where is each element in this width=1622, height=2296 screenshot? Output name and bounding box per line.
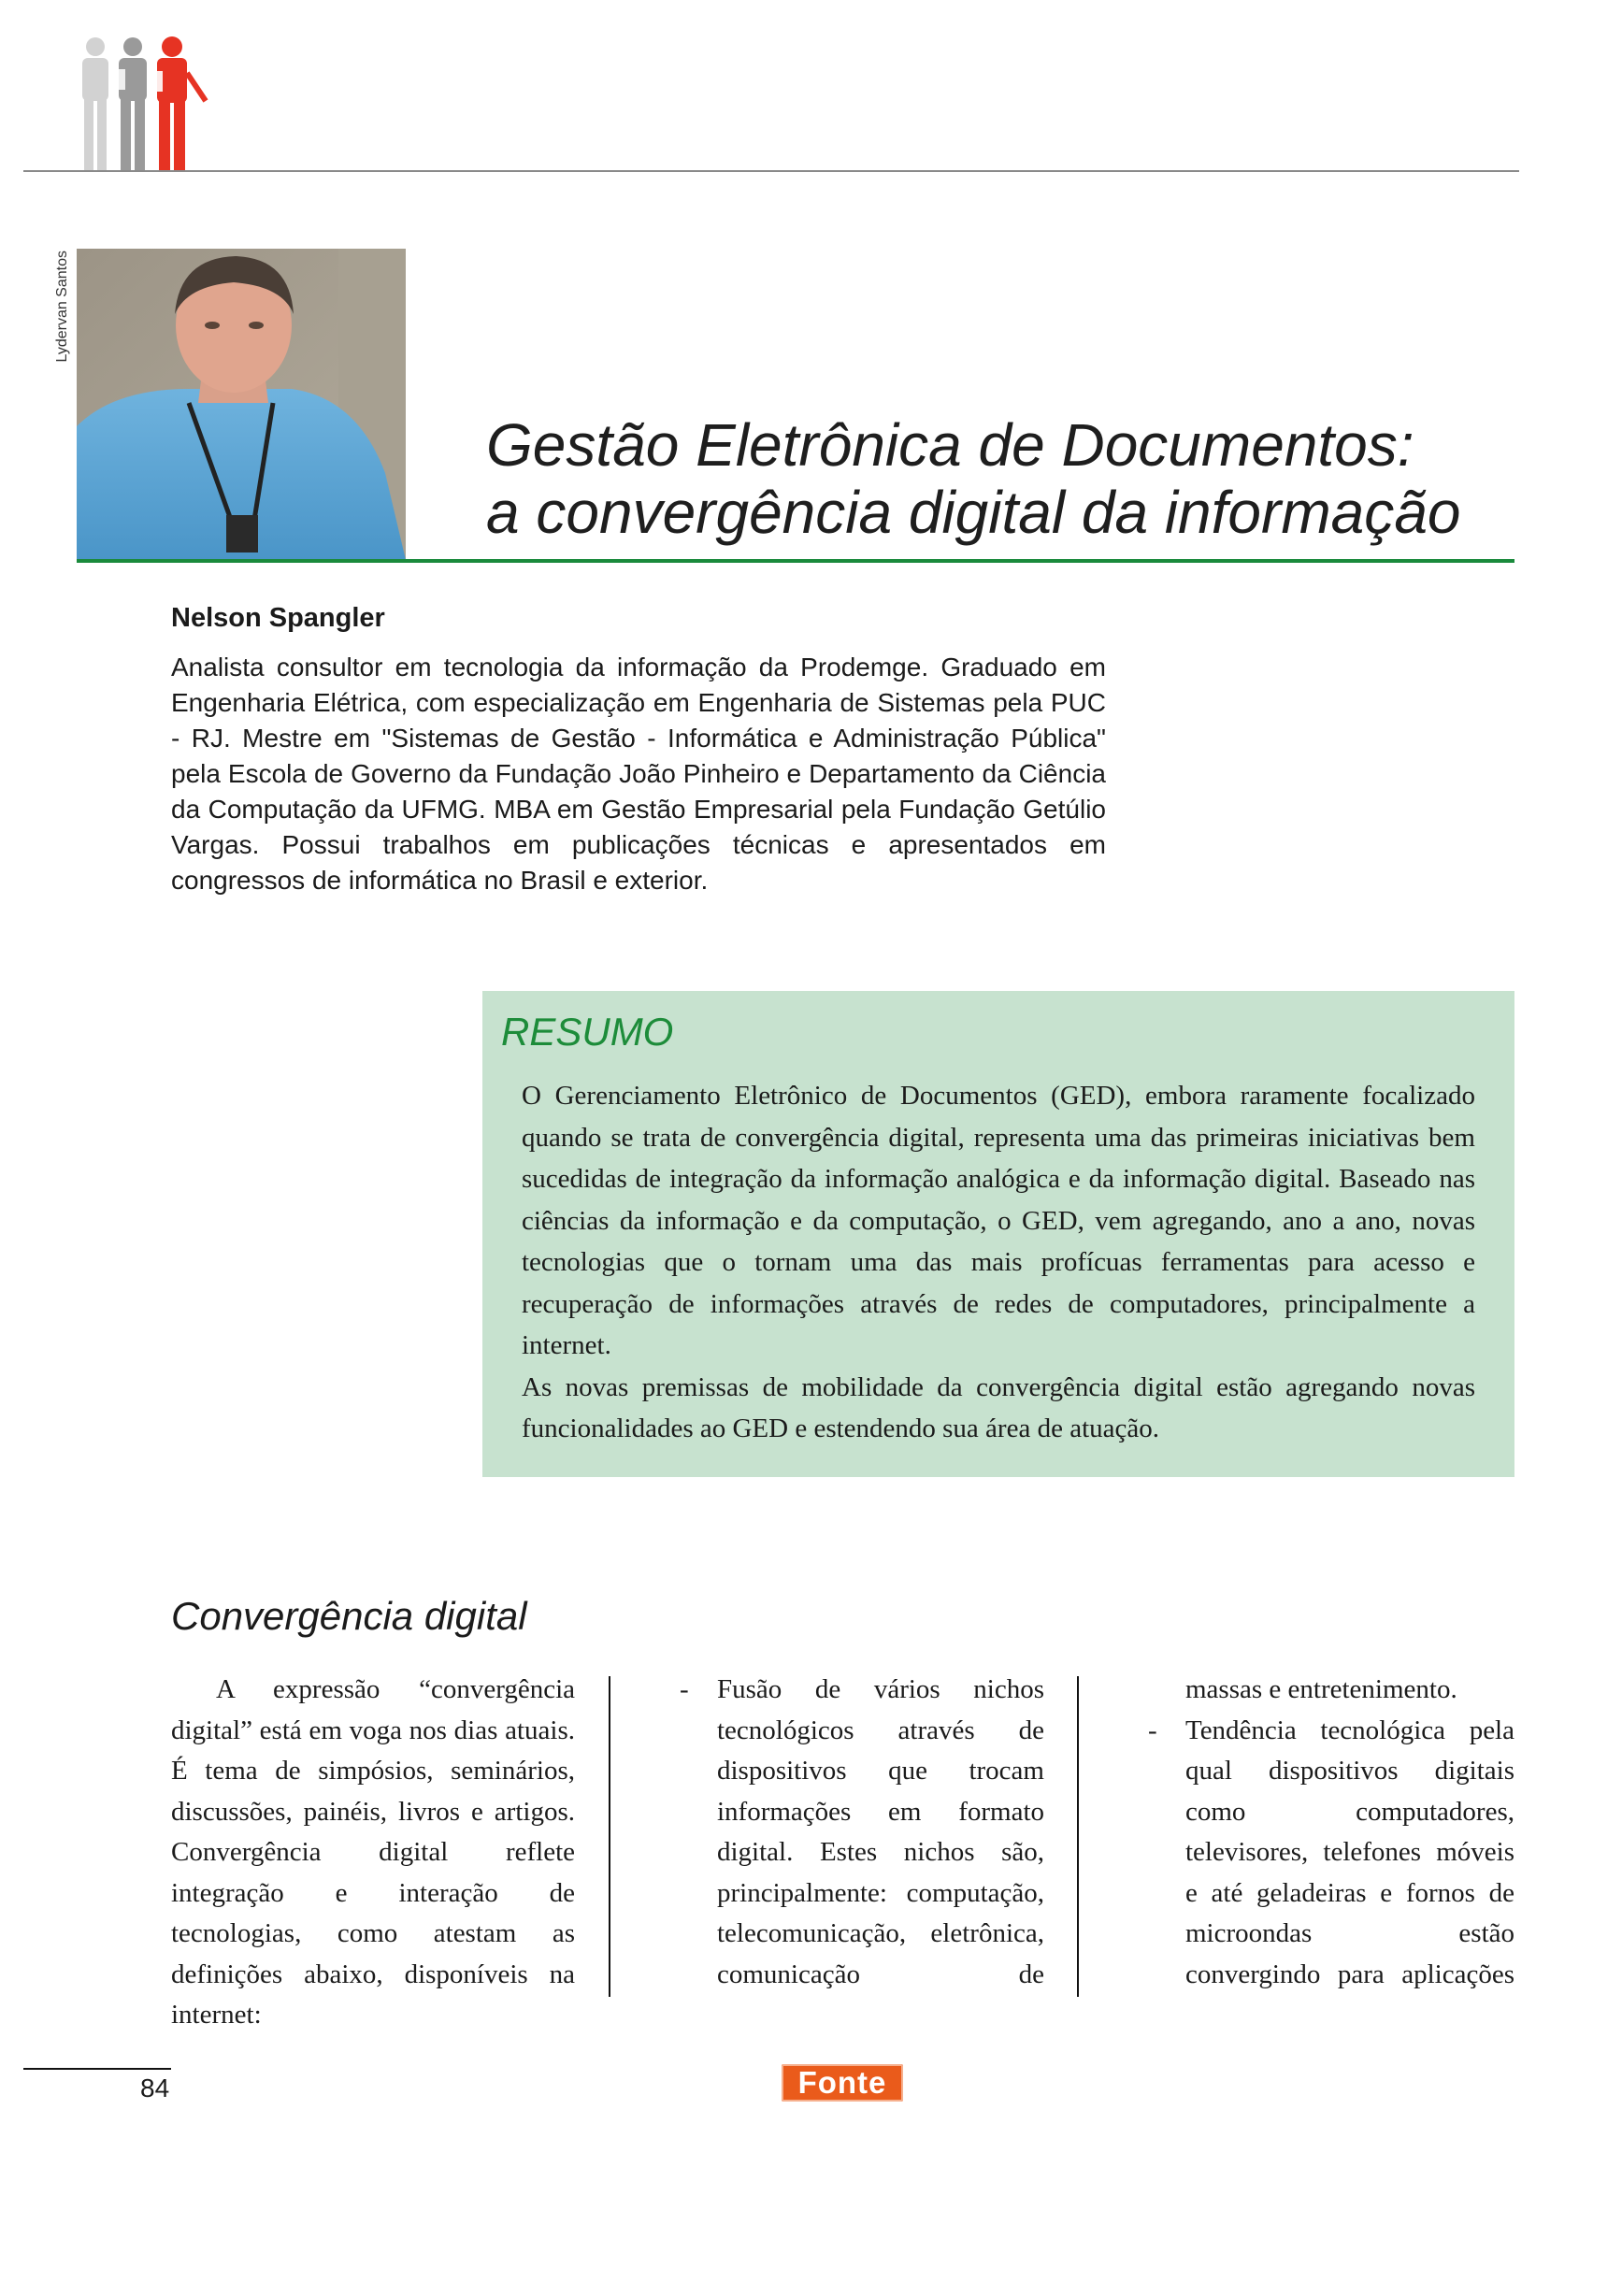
column-2	[680, 1670, 1044, 1995]
column-3	[1148, 1670, 1514, 1995]
page-number: 84	[140, 2074, 170, 2102]
fonte-logo-badge: Fonte	[782, 2064, 903, 2102]
list-item-text: Fusão de vários nichos tecnológicos através de dispositivos que trocam informações em formato digital. Estes nichos são, principalmente: computação, telecomunicação, eletrônica, comunicação de	[717, 1674, 1044, 1989]
header-rule	[23, 170, 1519, 172]
bullet-marker: -	[1148, 1715, 1157, 1745]
photo-credit: Lydervan Santos	[54, 251, 70, 363]
title-rule	[77, 559, 1514, 563]
footer-rule	[23, 2068, 171, 2070]
list-item-text: Tendência tecnológica pela qual dispositivos digitais como computadores, televisores, telefones móveis e até geladeiras e fornos de microondas estão convergindo para aplicações	[1185, 1715, 1514, 1989]
list-item-continuation: massas e entretenimento.	[1185, 1674, 1457, 1704]
article-title-line1: Gestão Eletrônica de Documentos:	[486, 411, 1414, 479]
list-item	[1148, 1711, 1514, 1996]
section-heading: Convergência digital	[171, 1594, 527, 1638]
author-portrait-photo	[77, 249, 406, 560]
resumo-paragraph: As novas premissas de mobilidade da convergência digital estão agregando novas funcionalidades ao GED e estendendo sua área de atuação.	[522, 1371, 1475, 1443]
people-group-icon	[75, 36, 215, 174]
resumo-paragraph: O Gerenciamento Eletrônico de Documentos (GED), embora raramente focalizado quando se trata de convergência digital, representa uma das primeiras iniciativas bem sucedidas de integração da informação analógica e da informação digital. Baseado nas ciências da informação e da computação, o GED, vem agregando, ano a ano, novas tecnologias que o tornam uma das mais profícuas ferramentas para acesso e recuperação de informações através de redes de computadores, principalmente a internet.	[522, 1081, 1475, 1360]
column-divider	[1077, 1676, 1079, 1997]
body-paragraph: A expressão “convergência digital” está em voga nos dias atuais. É tema de simpósios, seminários, discussões, painéis, livros e artigos. Convergência digital reflete integração e interação de tecnologias, como atestam as definições abaixo, disponíveis na internet:	[171, 1674, 575, 2030]
author-bio: Analista consultor em tecnologia da informação da Prodemge. Graduado em Engenharia Elétrica, com especialização em Engenharia de Sistemas pela PUC - RJ. Mestre em "Sistemas de Gestão - Informática e Administração Pública" pela Escola de Governo da Fundação João Pinheiro e Departamento da Ciência da Computação da UFMG. MBA em Gestão Empresarial pela Fundação Getúlio Vargas. Possui trabalhos em publicações técnicas e apresentados em congressos de informática no Brasil e exterior.	[171, 653, 1106, 895]
column-divider	[609, 1676, 610, 1997]
resumo-heading: RESUMO	[501, 1010, 674, 1054]
list-item	[680, 1670, 1044, 1995]
author-name: Nelson Spangler	[171, 603, 385, 633]
bullet-marker: -	[680, 1674, 689, 1704]
article-title-line2: a convergência digital da informação	[486, 479, 1461, 546]
article-title	[486, 411, 1514, 546]
resumo-body	[522, 1075, 1475, 1450]
column-1	[171, 1670, 575, 2036]
